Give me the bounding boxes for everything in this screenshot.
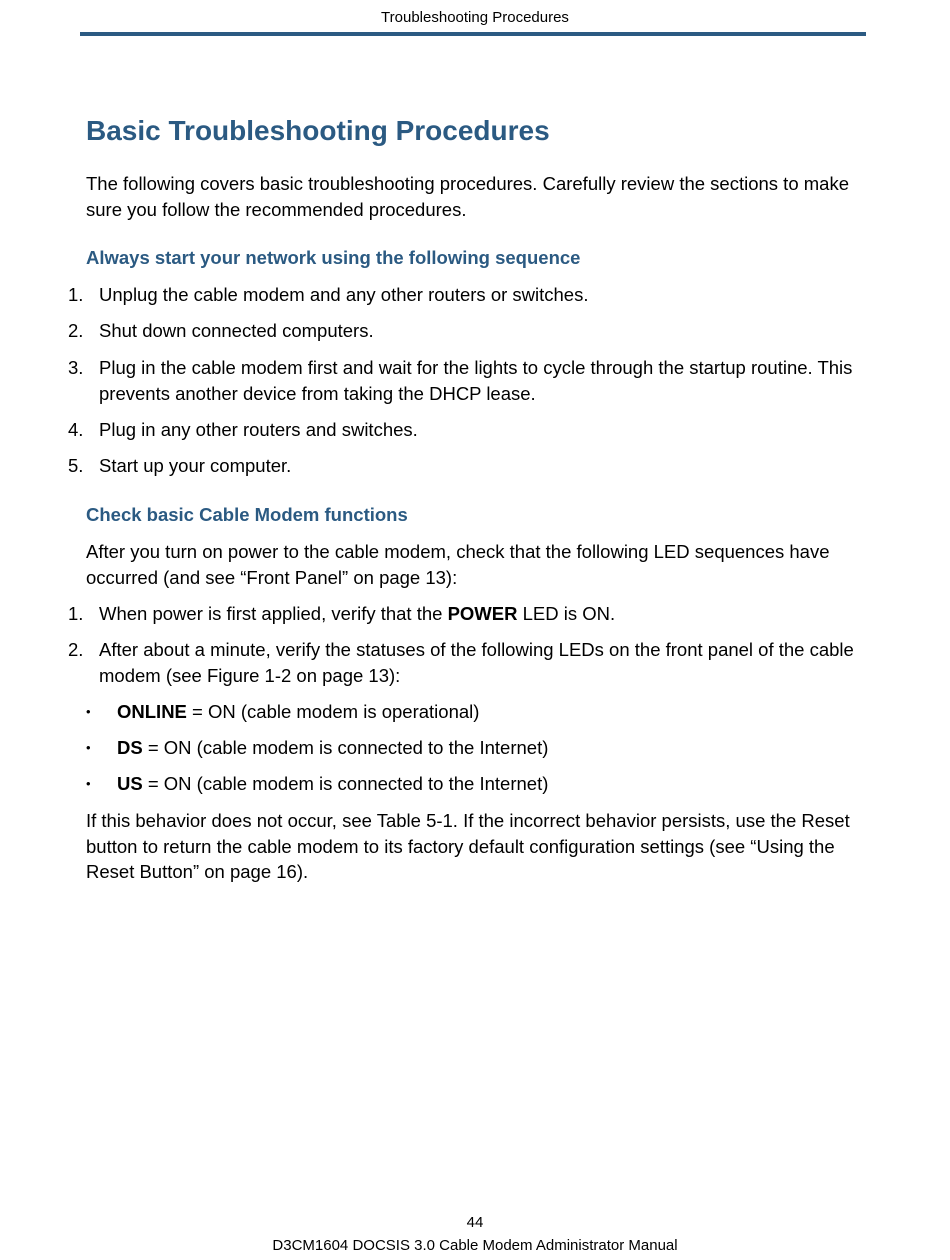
list-text: Plug in any other routers and switches. bbox=[99, 419, 418, 440]
list-number: 4. bbox=[68, 419, 84, 440]
bullet-icon: • bbox=[86, 704, 91, 719]
list-text: Start up your computer. bbox=[99, 455, 292, 476]
list-text: Unplug the cable modem and any other routers or switches. bbox=[99, 284, 589, 305]
page-number: 44 bbox=[466, 1214, 484, 1231]
bullet-item bbox=[86, 699, 866, 725]
list-number: 1. bbox=[68, 284, 84, 305]
step-text: When power is first applied, verify that the bbox=[99, 603, 448, 624]
check-heading: Check basic Cable Modem functions bbox=[86, 504, 408, 525]
bullet-icon: • bbox=[86, 776, 91, 791]
page-title: Basic Troubleshooting Procedures bbox=[86, 115, 550, 146]
list-item bbox=[68, 355, 868, 406]
footer-document-title: D3CM1604 DOCSIS 3.0 Cable Modem Administrator Manual bbox=[272, 1237, 678, 1254]
running-header: Troubleshooting Procedures bbox=[381, 9, 569, 26]
list-item bbox=[68, 417, 868, 443]
sequence-heading: Always start your network using the following sequence bbox=[86, 247, 581, 268]
bullet-item bbox=[86, 771, 866, 797]
list-text: After about a minute, verify the statuses of the following LEDs on the front panel of the cable modem (see Figure 1-2 on page 13): bbox=[99, 639, 854, 686]
list-text: Plug in the cable modem first and wait for the lights to cycle through the startup routine. This prevents another device from taking the DHCP lease. bbox=[99, 357, 853, 404]
list-number: 2. bbox=[68, 639, 84, 660]
led-status: = ON (cable modem is connected to the Internet) bbox=[142, 773, 549, 794]
list-item bbox=[68, 637, 868, 688]
led-name: US bbox=[117, 773, 143, 794]
closing-paragraph: If this behavior does not occur, see Table 5-1. If the incorrect behavior persists, use the Reset button to return the cable modem to its factory default configuration settings (see “Using the Reset Button” on page 16). bbox=[86, 810, 850, 882]
power-led-label: POWER bbox=[447, 603, 518, 624]
check-intro-paragraph: After you turn on power to the cable modem, check that the following LED sequences have occurred (and see “Front Panel” on page 13): bbox=[86, 541, 830, 588]
bullet-text bbox=[117, 771, 866, 797]
led-name: DS bbox=[117, 737, 143, 758]
list-text bbox=[99, 601, 868, 627]
list-number: 1. bbox=[68, 603, 84, 624]
header-rule bbox=[80, 32, 866, 36]
bullet-text bbox=[117, 735, 866, 761]
list-item bbox=[68, 601, 868, 627]
list-number: 3. bbox=[68, 357, 84, 378]
led-name: ONLINE bbox=[117, 701, 187, 722]
bullet-icon: • bbox=[86, 740, 91, 755]
led-status: = ON (cable modem is connected to the Internet) bbox=[142, 737, 549, 758]
intro-paragraph: The following covers basic troubleshooting procedures. Carefully review the sections to make sure you follow the recommended procedures. bbox=[86, 173, 849, 220]
list-item bbox=[68, 282, 868, 308]
list-number: 5. bbox=[68, 455, 84, 476]
bullet-text bbox=[117, 699, 866, 725]
list-text: Shut down connected computers. bbox=[99, 320, 374, 341]
list-item bbox=[68, 453, 868, 479]
led-status: = ON (cable modem is operational) bbox=[186, 701, 480, 722]
step-text: LED is ON. bbox=[517, 603, 616, 624]
list-number: 2. bbox=[68, 320, 84, 341]
bullet-item bbox=[86, 735, 866, 761]
list-item bbox=[68, 318, 868, 344]
